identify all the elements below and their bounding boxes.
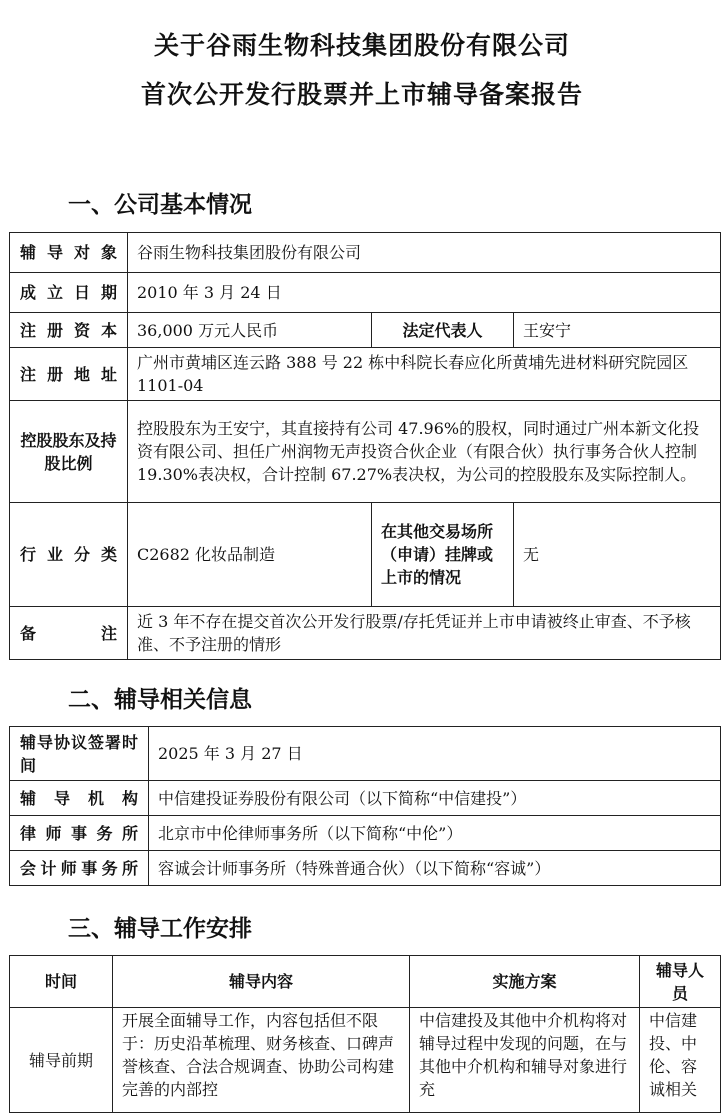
section-heading-company-info: 一、公司基本情况 — [68, 191, 252, 218]
header-staff: 辅导人员 — [640, 956, 721, 1008]
law-label: 律师事务所 — [10, 816, 149, 851]
table-row — [10, 348, 721, 401]
tutoring-info-table — [9, 726, 721, 886]
target-value: 谷雨生物科技集团股份有限公司 — [128, 233, 721, 273]
legal-rep-label: 法定代表人 — [372, 313, 514, 348]
remark-label: 备注 — [10, 607, 128, 660]
industry-value: C2682 化妆品制造 — [128, 503, 372, 607]
agency-value: 中信建投证券股份有限公司（以下简称“中信建投”） — [149, 781, 721, 816]
table-row — [10, 273, 721, 313]
other-listing-value: 无 — [514, 503, 721, 607]
founded-label: 成立日期 — [10, 273, 128, 313]
header-plan: 实施方案 — [410, 956, 640, 1008]
capital-label: 注册资本 — [10, 313, 128, 348]
section-heading-work-plan: 三、辅导工作安排 — [68, 915, 252, 942]
law-value: 北京市中伦律师事务所（以下简称“中伦”） — [149, 816, 721, 851]
section-heading-tutoring-info: 二、辅导相关信息 — [68, 686, 252, 713]
header-content: 辅导内容 — [113, 956, 410, 1008]
holder-value: 控股股东为王安宁，其直接持有公司 47.96%的股权，同时通过广州本新文化投资有限公司、担任广州润物无声投资合伙企业（有限合伙）执行事务合伙人控制 19.30%表决权，合计控制 67.27%表决权，为公司的控股股东及实际控制人。 — [128, 401, 721, 503]
table-row — [10, 851, 721, 886]
table-row — [10, 781, 721, 816]
table-row — [10, 503, 721, 607]
industry-label: 行业分类 — [10, 503, 128, 607]
table-row — [10, 816, 721, 851]
remark-value: 近 3 年不存在提交首次公开发行股票/存托凭证并上市申请被终止审查、不予核准、不予注册的情形 — [128, 607, 721, 660]
company-info-table — [9, 232, 721, 660]
table-row — [10, 727, 721, 781]
row1-content: 开展全面辅导工作，内容包括但不限于：历史沿革梳理、财务核查、口碑声誉核查、合法合规调查、协助公司构建完善的内部控 — [122, 1011, 395, 1099]
table-row — [10, 233, 721, 273]
address-value: 广州市黄埔区连云路 388 号 22 栋中科院长春应化所黄埔先进材料研究院园区 1101-04 — [128, 348, 721, 401]
other-listing-label: 在其他交易场所（申请）挂牌或上市的情况 — [372, 503, 514, 607]
row1-staff: 中信建投、中伦、容诚相关 — [649, 1011, 698, 1099]
capital-value: 36,000 万元人民币 — [128, 313, 372, 348]
account-value: 容诚会计师事务所（特殊普通合伙）（以下简称“容诚”） — [149, 851, 721, 886]
holder-label: 控股股东及持股比例 — [10, 401, 128, 503]
table-header-row — [10, 956, 721, 1008]
table-row — [10, 1008, 721, 1113]
header-time: 时间 — [10, 956, 113, 1008]
founded-value: 2010 年 3 月 24 日 — [128, 273, 721, 313]
target-label: 辅导对象 — [10, 233, 128, 273]
table-row — [10, 607, 721, 660]
address-label: 注册地址 — [10, 348, 128, 401]
row1-plan: 中信建投及其他中介机构将对辅导过程中发现的问题，在与其他中介机构和辅导对象进行充 — [419, 1011, 628, 1099]
row1-time: 辅导前期 — [10, 1008, 113, 1113]
table-row — [10, 313, 721, 348]
sign-value: 2025 年 3 月 27 日 — [149, 727, 721, 781]
report-title-line-1: 关于谷雨生物科技集团股份有限公司 — [153, 31, 570, 60]
legal-rep-value: 王安宁 — [514, 313, 721, 348]
report-title-line-2: 首次公开发行股票并上市辅导备案报告 — [140, 80, 583, 109]
work-plan-table — [9, 955, 721, 1113]
agency-label: 辅导机构 — [10, 781, 149, 816]
sign-label: 辅导协议签署时间 — [10, 727, 149, 781]
account-label: 会计师事务所 — [10, 851, 149, 886]
table-row — [10, 401, 721, 503]
